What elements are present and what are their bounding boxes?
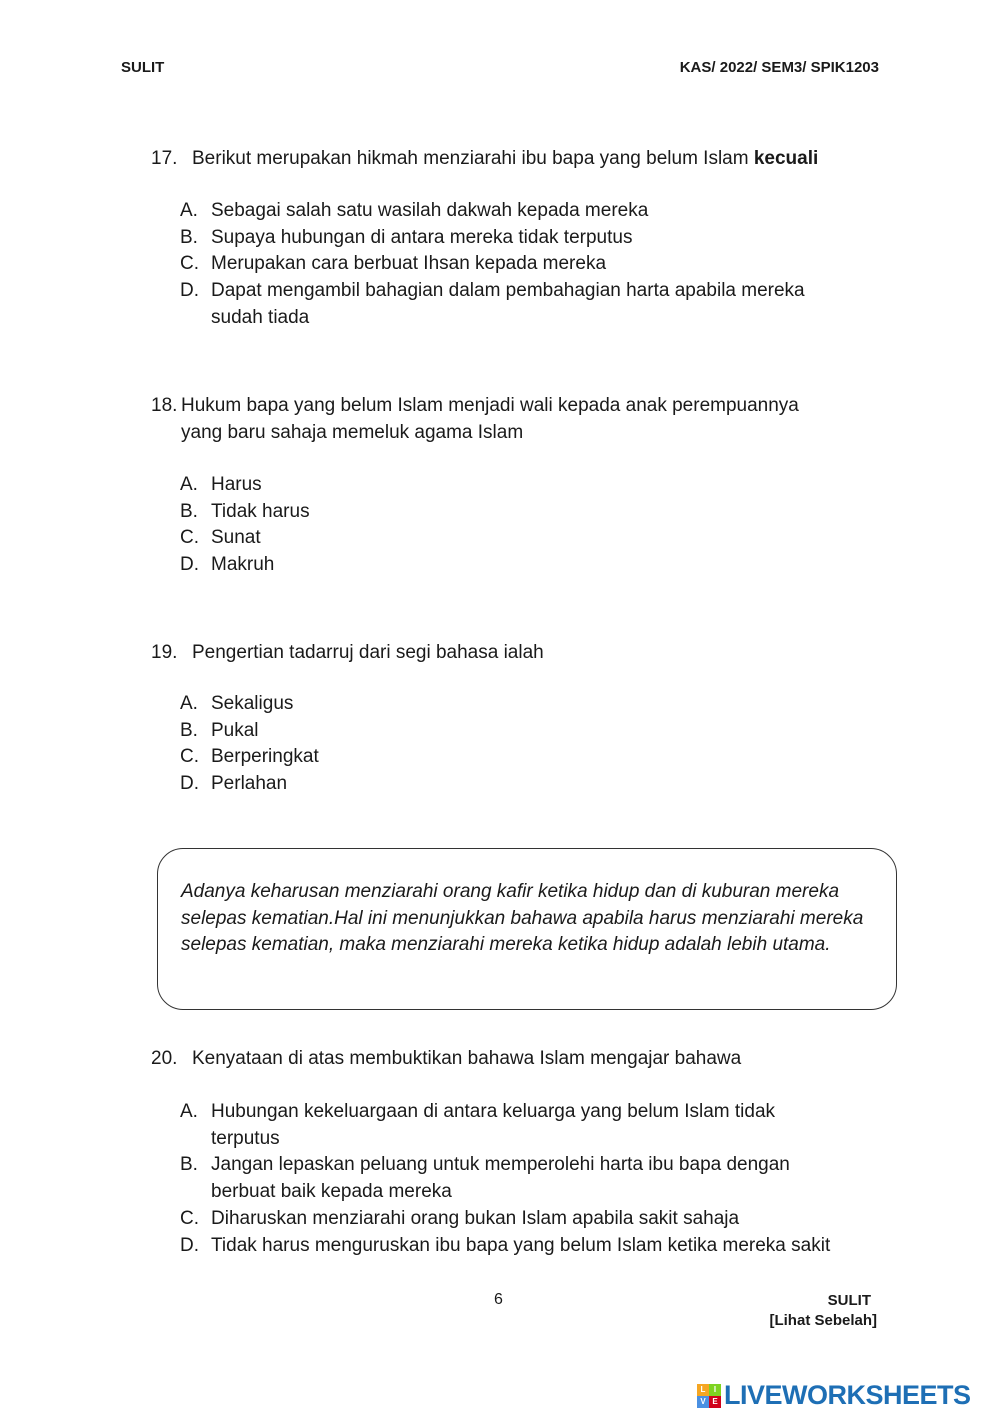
option-letter: A. [180,1101,198,1122]
option-letter: D. [180,1234,199,1256]
question-emphasis: kecuali [753,148,819,169]
question-number: 20. [151,1048,178,1069]
option-letter: D. [180,773,199,795]
option-text: Pukal [211,719,259,741]
option-text: Diharuskan menziarahi orang bukan Islam apabila sakit sahaja [211,1207,740,1229]
question-20 [151,1045,891,1072]
header-classification: SULIT [121,59,165,76]
option-b[interactable] [180,718,880,745]
brand-name: LIVEWORKSHEETS [724,1380,971,1410]
question-number: 18. [151,395,178,416]
question-text-line-1: Hukum bapa yang belum Islam menjadi wali kepada anak perempuannya [181,395,799,416]
option-b[interactable] [180,499,880,526]
option-letter: C. [180,527,199,549]
option-letter: D. [180,280,199,302]
option-letter: A. [180,474,198,495]
option-text: Merupakan cara berbuat Ihsan kepada mereka [211,253,607,275]
logo-letter-e: E [709,1396,721,1408]
option-a[interactable] [180,472,880,499]
option-letter: C. [180,746,199,768]
option-text: Berperingkat [211,746,319,768]
option-text: Sebagai salah satu wasilah dakwah kepada mereka [211,200,649,221]
question-18 [151,392,891,446]
option-a[interactable] [180,198,880,225]
question-19 [151,639,891,666]
option-letter: A. [180,693,198,714]
option-letter: C. [180,1207,199,1229]
logo-letter-i: I [709,1384,721,1396]
footer-classification: SULIT [827,1292,871,1309]
question-19-options [180,691,880,798]
option-text: Supaya hubungan di antara mereka tidak terputus [211,226,633,248]
logo-letter-l: L [697,1384,709,1396]
footer-next-page-note: [Lihat Sebelah] [769,1312,877,1329]
option-c[interactable] [180,251,880,278]
question-number-spacer [151,419,181,446]
option-text: Dapat mengambil bahagian dalam pembahagian harta apabila mereka sudah tiada [211,280,805,328]
question-text: Pengertian tadarruj dari segi bahasa ialah [192,642,544,663]
option-letter: B. [180,226,198,248]
question-text [192,145,818,172]
option-text: Harus [211,474,262,495]
option-letter: B. [180,500,198,522]
option-b[interactable] [180,1152,880,1205]
option-text: Jangan lepaskan peluang untuk memperolehi harta ibu bapa dengan berbuat baik kepada mereka [211,1154,790,1203]
page-number: 6 [494,1291,503,1308]
liveworksheets-brand [697,1380,971,1411]
option-letter: B. [180,1154,198,1176]
option-a[interactable] [180,691,880,718]
option-d[interactable] [180,771,880,798]
logo-letter-v: V [697,1396,709,1408]
option-a[interactable] [180,1099,880,1152]
option-letter: A. [180,200,198,221]
option-text: Tidak harus menguruskan ibu bapa yang belum Islam ketika mereka sakit [211,1234,831,1256]
option-text: Makruh [211,554,275,576]
option-d[interactable] [180,552,880,579]
option-c[interactable] [180,744,880,771]
option-text: Hubungan kekeluargaan di antara keluarga yang belum Islam tidak terputus [211,1101,776,1149]
question-text: Kenyataan di atas membuktikan bahawa Islam mengajar bahawa [192,1048,742,1069]
option-text: Perlahan [211,773,288,795]
option-text: Tidak harus [211,500,310,522]
statement-text: Adanya keharusan menziarahi orang kafir ketika hidup dan di kuburan mereka selepas kematian.Hal ini menunjukkan bahawa apabila harus menziarahi mereka selepas kematian, maka menziarahi mereka ketika hidup adalah lebih utama. [181,881,864,955]
question-17-options [180,198,880,332]
liveworksheets-logo-icon [697,1384,721,1408]
question-number: 19. [151,642,178,663]
option-d[interactable] [180,1233,880,1260]
option-text: Sekaligus [211,693,294,714]
option-letter: D. [180,554,199,576]
option-letter: B. [180,719,198,741]
question-17 [151,145,891,172]
question-text-line-2: yang baru sahaja memeluk agama Islam [181,422,524,443]
option-letter: C. [180,253,199,275]
option-b[interactable] [180,225,880,252]
question-20-options [180,1099,880,1259]
option-d[interactable] [180,278,880,331]
option-c[interactable] [180,525,880,552]
question-18-options [180,472,880,579]
option-text: Sunat [211,527,261,549]
option-c[interactable] [180,1206,880,1233]
question-number: 17. [151,148,178,169]
header-course-code: KAS/ 2022/ SEM3/ SPIK1203 [679,59,879,76]
question-text-main: Berikut merupakan hikmah menziarahi ibu bapa yang belum Islam [192,148,754,169]
